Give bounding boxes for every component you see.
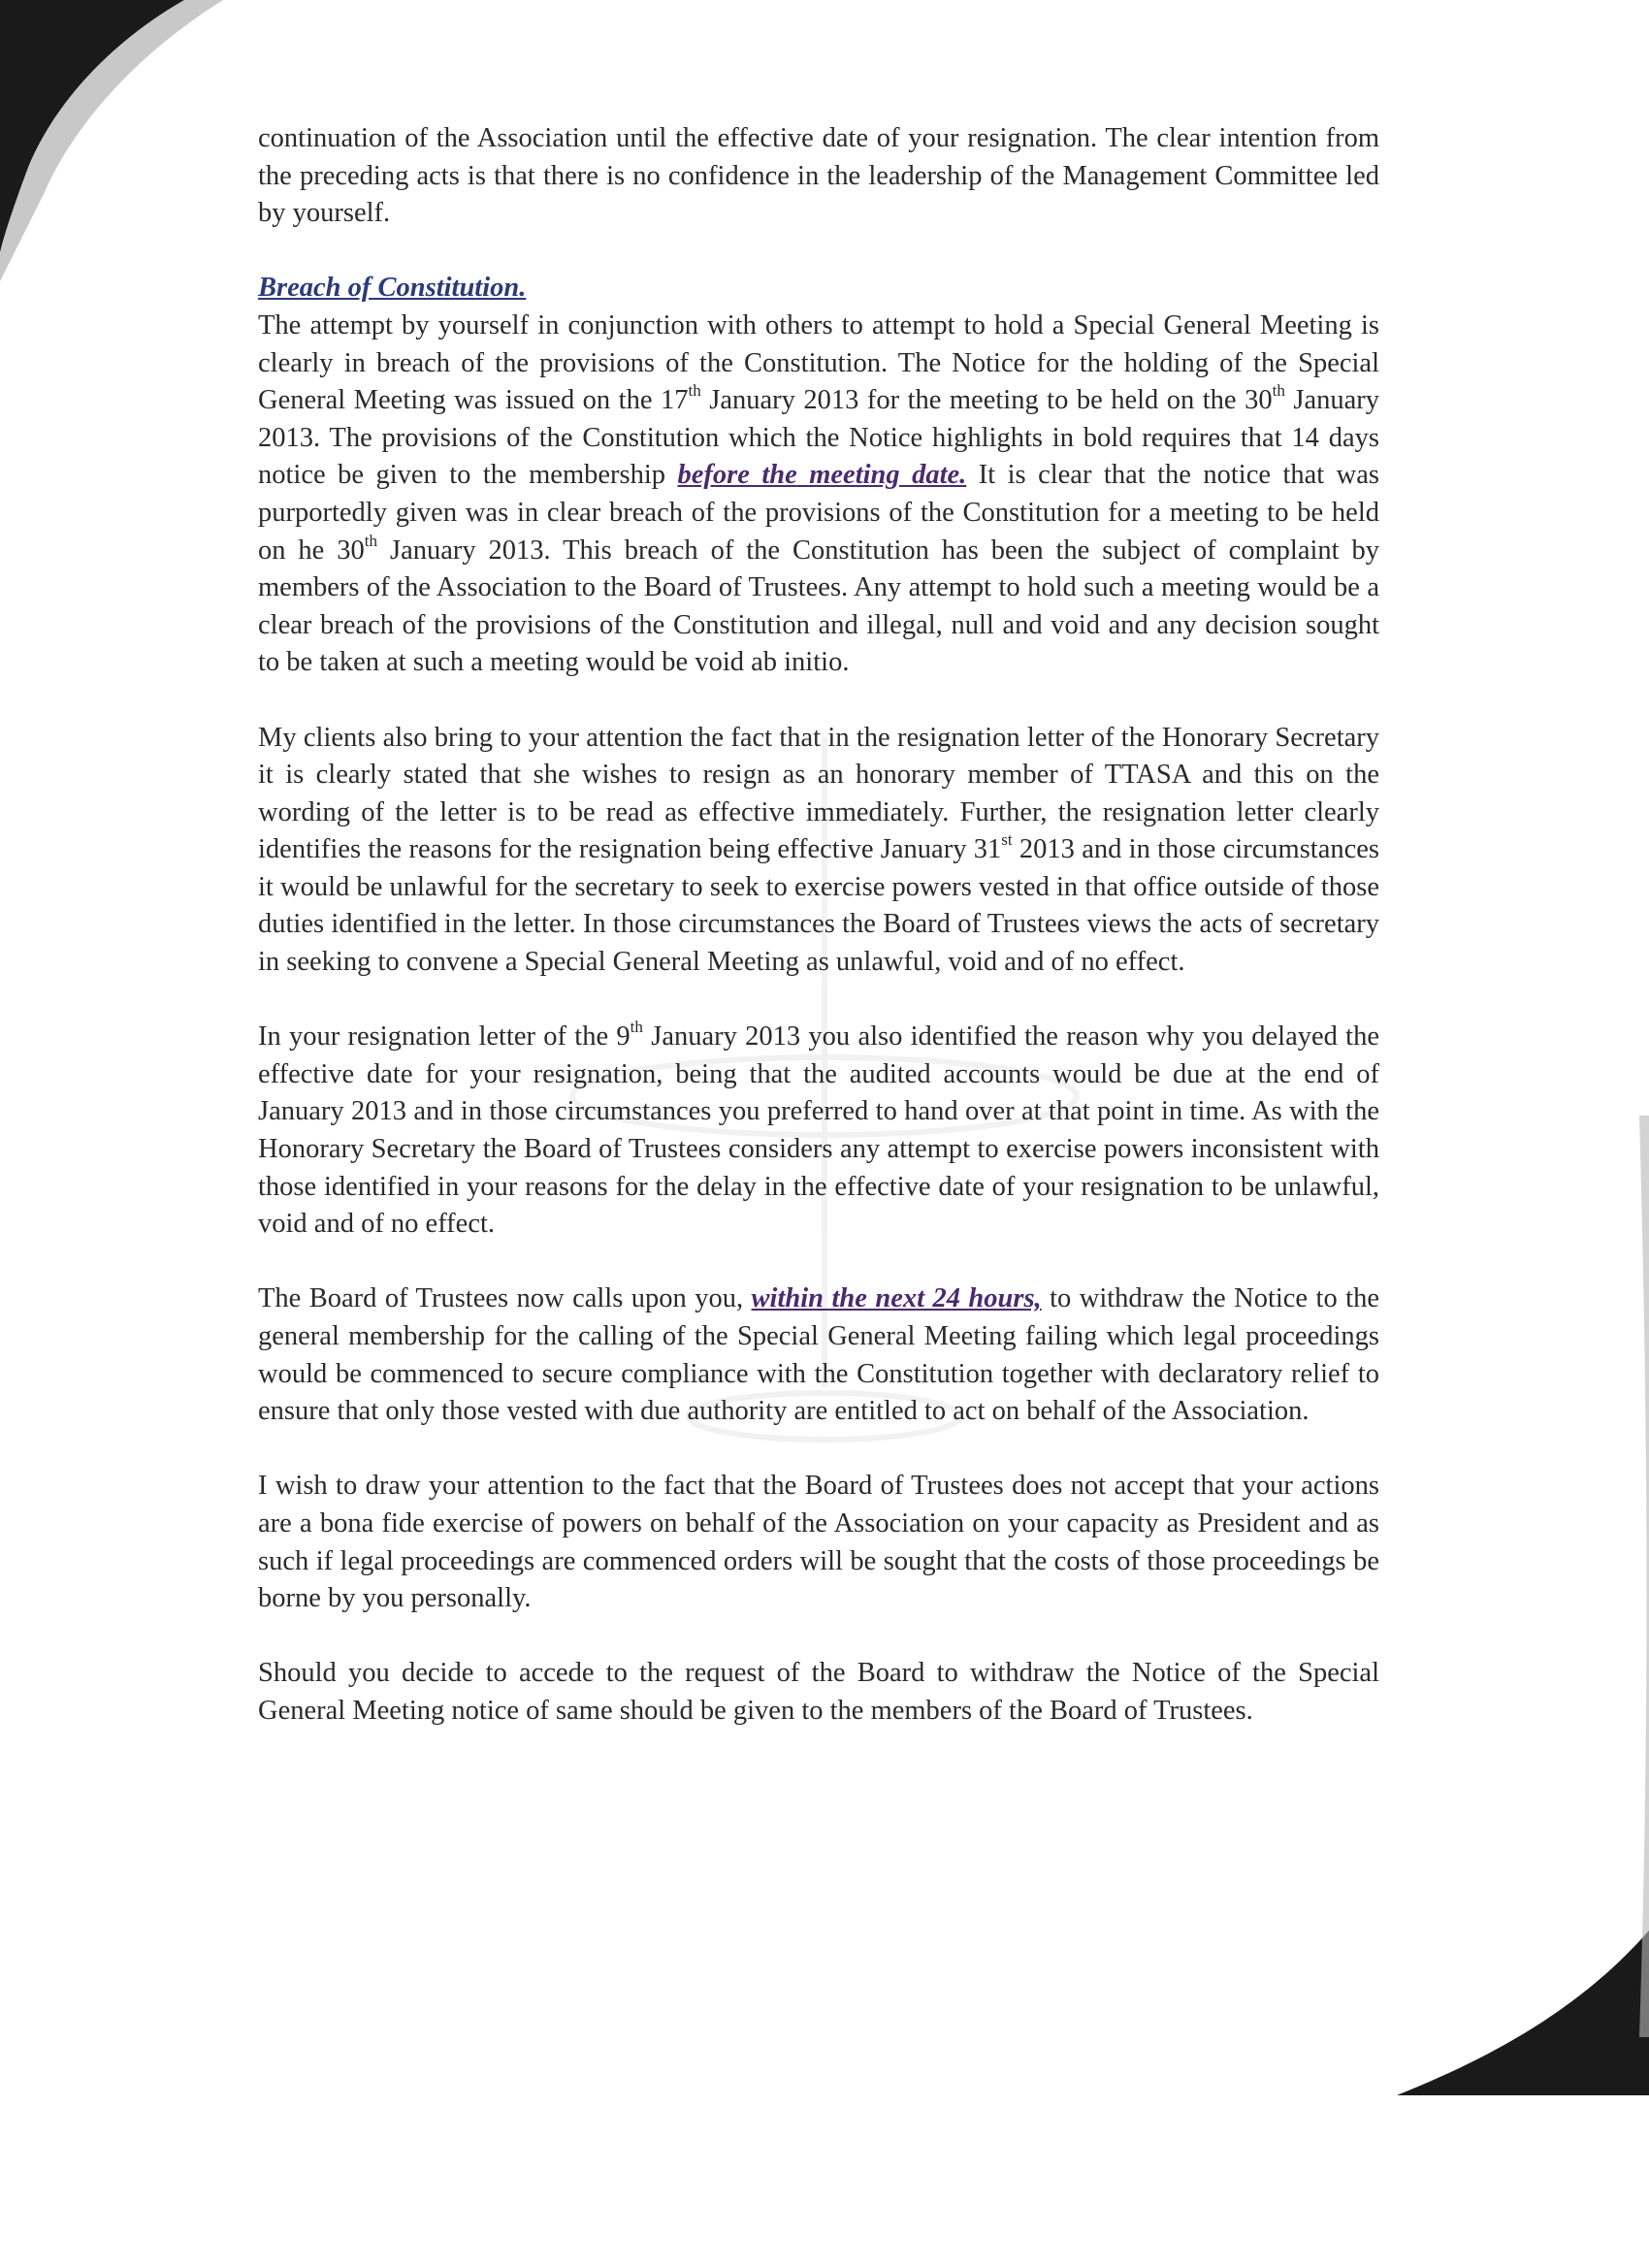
paragraph-honorary-secretary	[258, 720, 1379, 982]
breach-text-2: January 2013 for the meeting to be held on the 30	[700, 385, 1273, 416]
secretary-text-2: 2013 and in those circumstances it would be unlawful for the secretary to seek to exercise powers vested in that office outside of those duties identified in the letter. In those circumstances the Board of Trustees views the acts of secretary in seeking to convene a Special General Meeting as unlawful, void and of no effect.	[258, 834, 1379, 978]
demand-text-2: to withdraw the Notice to the general membership for the calling of the Special General Meeting failing which legal proceedings would be commenced to secure compliance with the Constitution together with declaratory relief to ensure that only those vested with due authority are entitled to act on behalf of the Association.	[258, 1283, 1379, 1427]
right-edge-shadow	[1639, 1116, 1649, 2037]
secretary-text-1: My clients also bring to your attention the fact that in the resignation letter of the Honorary Secretary it is clearly stated that she wishes to resign as an honorary member of TTASA and this on the wording of the letter is to be read as effective immediately. Further, the resignation letter clearly identifies the reasons for the resignation being effective January 31	[258, 722, 1379, 865]
breach-text-1: The attempt by yourself in conjunction with others to attempt to hold a Special General Meeting is clearly in breach of the provisions of the Constitution. The Notice for the holding of the Special General Meeting was issued on the 17	[258, 309, 1379, 416]
letter-body	[258, 120, 1379, 1767]
paragraph-breach	[258, 270, 1379, 682]
resignation-text-1: In your resignation letter of the 9	[258, 1021, 630, 1053]
ordinal-suffix: th	[1272, 381, 1285, 401]
paragraph-continuation: continuation of the Association until the effective date of your resignation. The clear intention from the preceding acts is that there is no confidence in the leadership of the Management Committee led by yourself.	[258, 123, 1379, 229]
breach-text-3: January 2013. The provisions of the Constitution which the Notice highlights in bold requires that 14 days notice be given to the membership	[258, 385, 1379, 491]
ordinal-suffix: th	[630, 1018, 643, 1037]
resignation-text-2: January 2013 you also identified the reason why you delayed the effective date for your resignation, being that the audited accounts would be due at the end of January 2013 and in those circumstances you preferred to hand over at that point in time. As with the Honorary Secretary the Board of Trustees considers any attempt to exercise powers inconsistent with those identified in your reasons for the delay in the effective date of your resignation to be unlawful, void and of no effect.	[258, 1021, 1379, 1240]
paragraph-resignation-letter	[258, 1019, 1379, 1244]
breach-heading: Breach of Constitution.	[258, 273, 527, 304]
paragraph-24-hours-demand	[258, 1280, 1379, 1430]
breach-text-4: It is clear that the notice that was purportedly given was in clear breach of the provisions of the Constitution for a meeting to be held on he 30	[258, 460, 1379, 566]
ordinal-suffix: th	[364, 531, 378, 550]
bottom-right-scan-shadow	[1397, 1930, 1649, 2095]
paragraph-closing-request: Should you decide to accede to the request of the Board to withdraw the Notice of the Special General Meeting notice of same should be given to the members of the Board of Trustees.	[258, 1658, 1379, 1726]
breach-text-5: January 2013. This breach of the Constitution has been the subject of complaint by members of the Association to the Board of Trustees. Any attempt to hold such a meeting would be a clear breach of the provisions of the Constitution and illegal, null and void and any decision sought to be taken at such a meeting would be void ab initio.	[258, 535, 1379, 678]
paragraph-costs-warning: I wish to draw your attention to the fact that the Board of Trustees does not accept that your actions are a bona fide exercise of powers on behalf of the Association on your capacity as President and as such if legal proceedings are commenced orders will be sought that the costs of those proceedings be borne by you personally.	[258, 1471, 1379, 1614]
ordinal-suffix: th	[688, 381, 701, 401]
emphasis-within-24-hours: within the next 24 hours,	[751, 1283, 1042, 1314]
demand-text-1: The Board of Trustees now calls upon you,	[258, 1283, 752, 1314]
emphasis-before-meeting-date: before the meeting date.	[677, 460, 967, 491]
ordinal-suffix: st	[1001, 830, 1013, 850]
